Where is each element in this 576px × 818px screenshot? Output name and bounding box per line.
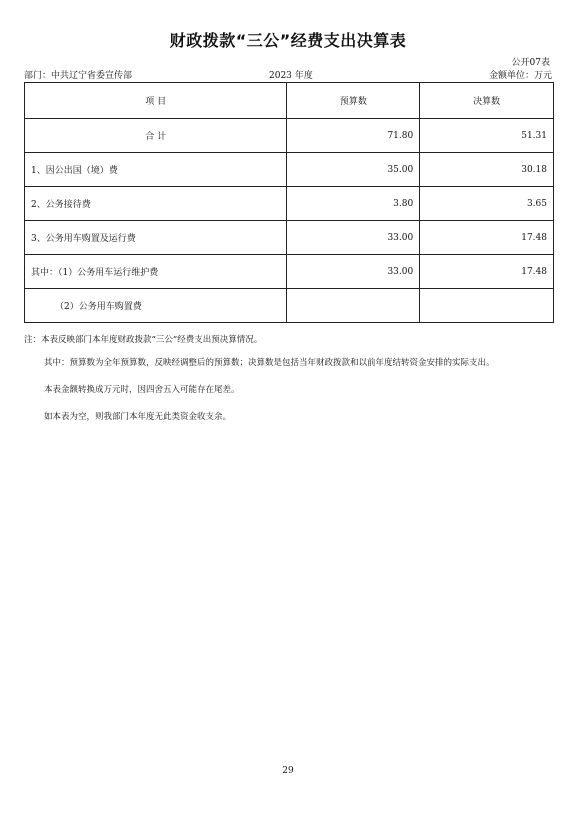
page-title: 财政拨款“三公”经费支出决算表 [169,31,407,50]
header-item: 项 目 [25,83,287,119]
row-final: 30.18 [420,153,554,187]
note-line: 本表金额转换成万元时，因四舍五入可能存在尾差。 [44,385,240,395]
row-final: 51.31 [420,119,554,153]
row-item: （2）公务用车购置费 [25,289,287,323]
row-item: 1、因公出国（境）费 [25,153,287,187]
row-final [420,289,554,323]
row-final: 17.48 [420,221,554,255]
note-line: 注：本表反映部门本年度财政拨款“三公”经费支出预决算情况。 [24,335,263,345]
note-line: 其中：预算数为全年预算数，反映经调整后的预算数；决算数是包括当年财政拨款和以前年度结转资金安排的实际支出。 [44,358,495,368]
form-number: 公开07表 [511,58,550,68]
row-budget: 35.00 [287,153,420,187]
row-budget [287,289,420,323]
table-row [25,289,554,323]
expenditure-table [24,82,554,323]
table-row-total [25,119,554,153]
year-label: 2023 年度 [269,71,313,81]
department-label: 部门：中共辽宁省委宣传部 [24,71,133,81]
table-notes [24,334,554,438]
header-budget: 预算数 [287,83,420,119]
row-budget: 33.00 [287,255,420,289]
table-row [25,153,554,187]
table-header-row [25,83,554,119]
row-item: 合 计 [25,119,287,153]
table-row [25,255,554,289]
header-final: 决算数 [420,83,554,119]
row-budget: 71.80 [287,119,420,153]
row-budget: 3.80 [287,187,420,221]
row-item: 其中：（1）公务用车运行维护费 [25,255,287,289]
row-budget: 33.00 [287,221,420,255]
row-final: 3.65 [420,187,554,221]
page-number: 29 [282,766,294,776]
table-row [25,187,554,221]
unit-label: 金额单位：万元 [488,71,552,81]
note-line: 如本表为空，则我部门本年度无此类资金收支余。 [44,412,232,422]
row-item: 2、公务接待费 [25,187,287,221]
row-item: 3、公务用车购置及运行费 [25,221,287,255]
table-row [25,221,554,255]
row-final: 17.48 [420,255,554,289]
table-meta [24,68,552,80]
